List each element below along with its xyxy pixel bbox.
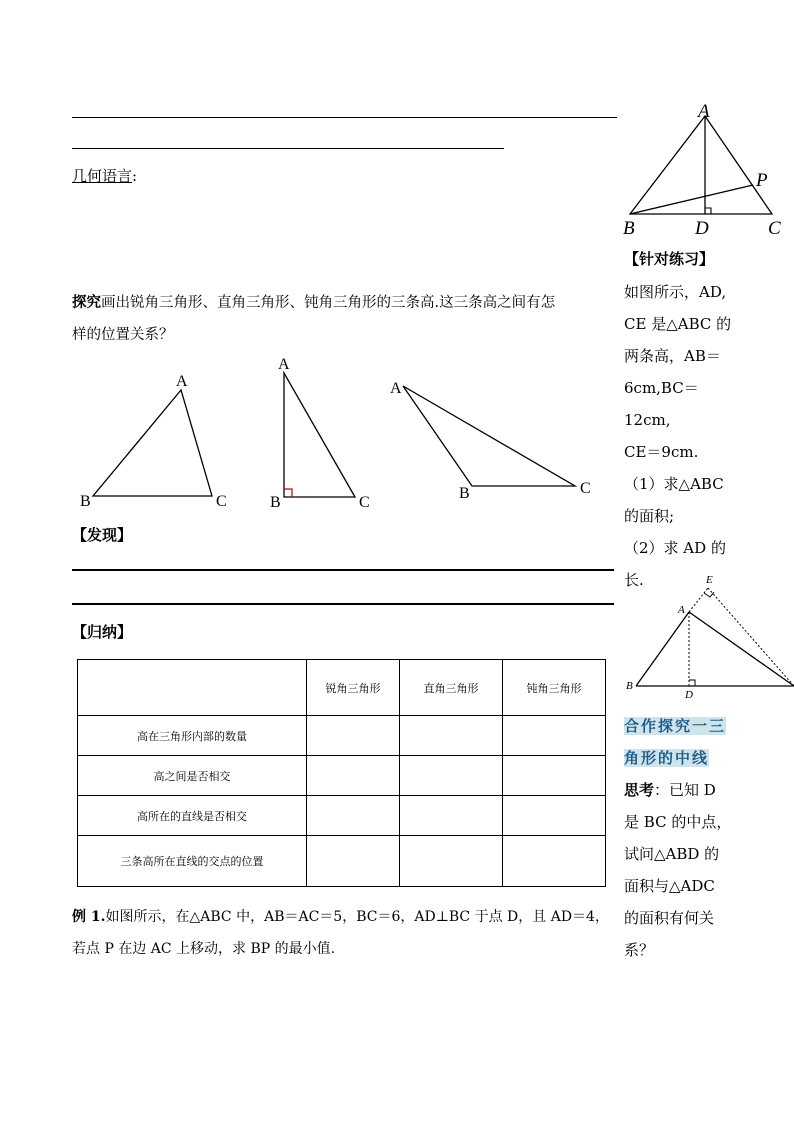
- think-line: 的面积有何关: [624, 909, 715, 927]
- table-header-cell: 钝角三角形: [503, 660, 606, 716]
- table-row-label: 高所在的直线是否相交: [78, 796, 307, 836]
- fig2-label-b: B: [626, 680, 633, 692]
- figure-triangle-abc-p: [622, 98, 794, 240]
- table-header-cell: 锐角三角形: [307, 660, 400, 716]
- obtuse-label-c: C: [580, 480, 591, 497]
- cooperative-explore: [624, 710, 744, 774]
- table-cell: [503, 716, 606, 756]
- example-line-1: 如图所示，在△ABC 中，AB＝AC＝5，BC＝6，AD⊥BC 于点 D，且 AD＝4，: [105, 909, 609, 925]
- table-row: [78, 756, 606, 796]
- acute-label-b: B: [80, 493, 91, 510]
- explore-text-1: 画出锐角三角形、直角三角形、钝角三角形的三条高.这三条高之间有怎: [101, 295, 556, 311]
- explore-label: 探究: [72, 294, 101, 311]
- think-line: ：已知 D: [654, 781, 716, 799]
- practice-line: CE＝9cm.: [624, 443, 699, 461]
- fig2-label-e: E: [706, 574, 713, 586]
- table-cell: [400, 836, 503, 887]
- table-row-label: 高之间是否相交: [78, 756, 307, 796]
- discover-label: 【发现】: [72, 526, 133, 544]
- practice-line: 6cm,BC＝12cm,: [624, 379, 699, 429]
- table-cell: [307, 836, 400, 887]
- right-label-b: B: [270, 494, 281, 511]
- answer-line-2: [72, 148, 504, 149]
- table-cell: [503, 756, 606, 796]
- obtuse-label-b: B: [459, 485, 470, 502]
- practice-line: （1）求△ABC: [624, 475, 724, 493]
- acute-label-c: C: [216, 493, 227, 510]
- acute-label-a: A: [176, 373, 188, 390]
- practice-line: （2）求 AD 的: [624, 539, 726, 557]
- explore-paragraph: [72, 293, 622, 313]
- geometry-colon: :: [132, 167, 138, 185]
- obtuse-label-a: A: [390, 380, 402, 397]
- table-cell: [307, 796, 400, 836]
- example-1: [72, 907, 622, 927]
- coop-line-2: 角形的中线: [624, 749, 710, 767]
- table-cell: [400, 796, 503, 836]
- practice-line: 如图所示，AD,: [624, 283, 727, 301]
- fig1-label-p: P: [756, 170, 768, 191]
- geometry-label: 几何语言: [72, 167, 133, 185]
- table-cell: [307, 756, 400, 796]
- table-cell: [400, 756, 503, 796]
- practice-line: CE 是△ABC 的: [624, 315, 732, 333]
- example-line-2: 若点 P 在边 AC 上移动，求 BP 的最小值.: [72, 941, 336, 957]
- table-cell: [503, 836, 606, 887]
- coop-line-1: 合作探究一三: [624, 717, 727, 735]
- table-row: [78, 836, 606, 887]
- practice-text: [624, 276, 744, 596]
- right-label-a: A: [278, 356, 290, 373]
- table-row-label: 高在三角形内部的数量: [78, 716, 307, 756]
- discover-line-1: [72, 569, 614, 571]
- obtuse-triangle: [390, 380, 591, 502]
- fig1-label-b: B: [623, 218, 635, 239]
- practice-label: 【针对练习】: [624, 250, 715, 268]
- fig2-label-d: D: [685, 689, 693, 701]
- discover-line-2: [72, 603, 614, 605]
- think-line: 面积与△ADC: [624, 877, 715, 895]
- table-header-cell: [78, 660, 307, 716]
- explore-text-2: 样的位置关系？: [72, 327, 174, 343]
- practice-line: 两条高，AB＝: [624, 347, 721, 365]
- practice-line: 的面积;: [624, 507, 675, 525]
- think-line: 试问△ABD 的: [624, 845, 720, 863]
- geometry-language: [72, 166, 137, 186]
- fig2-label-a: A: [678, 604, 685, 616]
- summary-label: 【归纳】: [72, 623, 133, 641]
- table-cell: [503, 796, 606, 836]
- example-label: 例 1.: [72, 909, 106, 925]
- think-label: 思考: [624, 781, 655, 799]
- practice-line: 长.: [624, 571, 644, 589]
- think-text: [624, 774, 744, 966]
- answer-line-1: [72, 117, 617, 118]
- acute-triangle: [80, 373, 227, 510]
- fig1-label-d: D: [695, 218, 709, 239]
- summary-table: [77, 659, 606, 887]
- table-header-row: [78, 660, 606, 716]
- figure-triangle-heights: [622, 568, 794, 704]
- think-line: 是 BC 的中点，: [624, 813, 732, 831]
- table-row: [78, 796, 606, 836]
- table-row-label: 三条高所在直线的交点的位置: [78, 836, 307, 887]
- table-cell: [307, 716, 400, 756]
- table-header-cell: 直角三角形: [400, 660, 503, 716]
- table-row: [78, 716, 606, 756]
- fig1-label-a: A: [698, 101, 710, 122]
- three-triangles-figure: [70, 350, 610, 520]
- table-cell: [400, 716, 503, 756]
- right-triangle: [270, 356, 370, 511]
- fig1-label-c: C: [768, 218, 781, 239]
- think-line: 系？: [624, 941, 655, 959]
- right-label-c: C: [359, 494, 370, 511]
